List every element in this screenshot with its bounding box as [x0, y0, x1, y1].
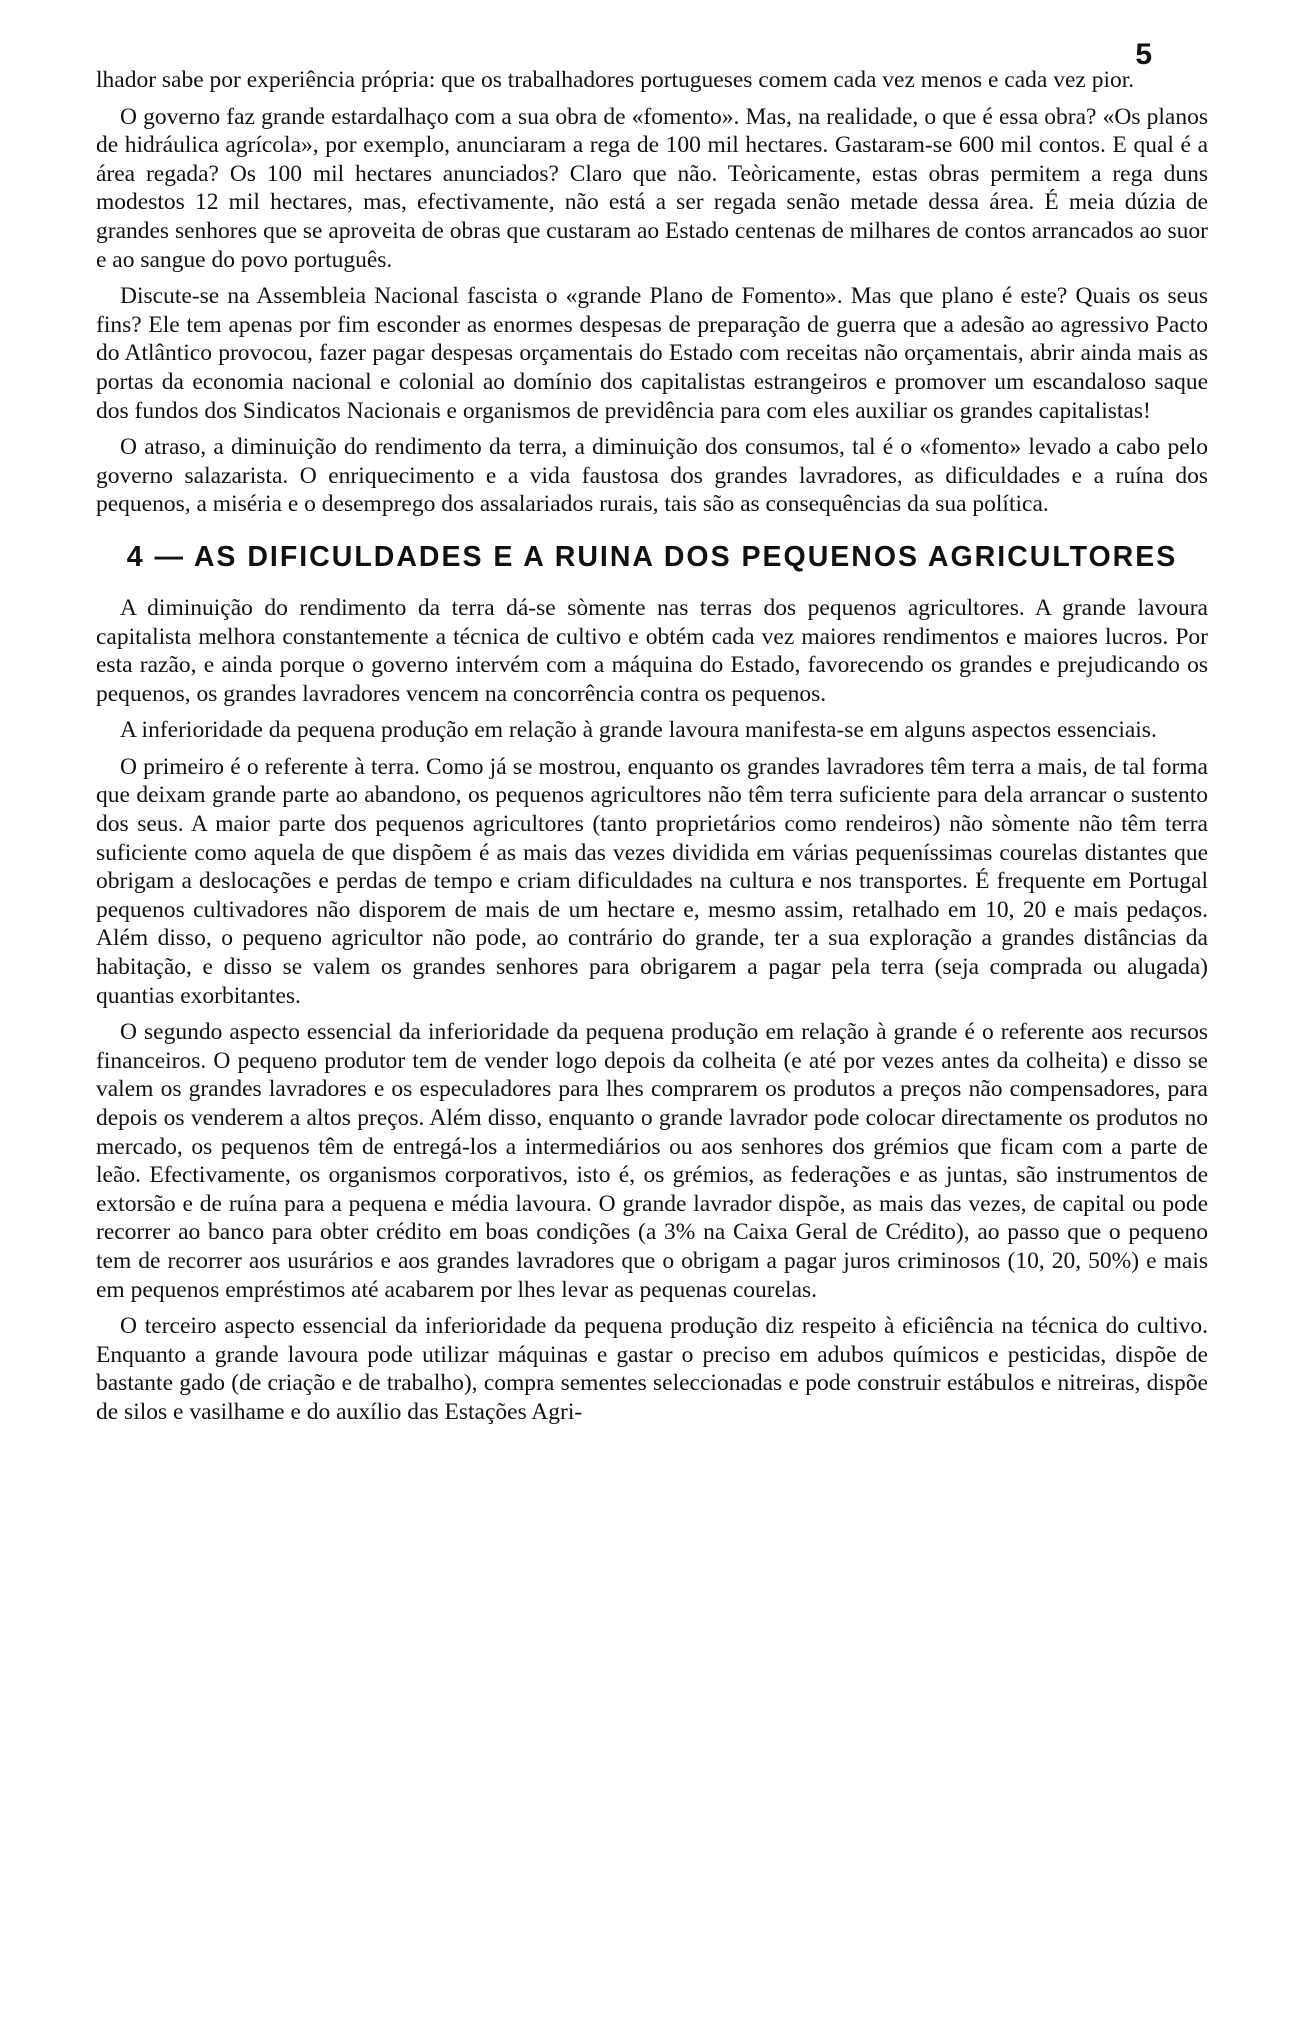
body-paragraph: O governo faz grande estardalhaço com a sua obra de «fomento». Mas, na realidade, o que é essa obra? «Os planos de hidráulica agrícola», por exemplo, anunciaram a rega de 100 mil hectares. Gastaram-se 600 mil contos. E qual é a área regada? Os 100 mil hectares anunciados? Claro que não. Teòricamente, estas obras permitem a rega duns modestos 12 mil hectares, mas, efectivamente, não está a ser regada senão metade dessa área. É meia dúzia de grandes senhores que se aproveita de obras que custaram ao Estado centenas de milhares de contos arrancados ao suor e ao sangue do povo português. [96, 103, 1208, 273]
body-paragraph: A inferioridade da pequena produção em relação à grande lavoura manifesta-se em alguns aspectos essenciais. [120, 717, 1157, 744]
page-number: 5 [1135, 38, 1152, 71]
body-paragraph: lhador sabe por experiência própria: que os trabalhadores portugueses comem cada vez menos e cada vez pior. [96, 67, 1135, 93]
body-paragraph: O atraso, a diminuição do rendimento da terra, a diminuição dos consumos, tal é o «fomento» levado a cabo pelo governo salazarista. O enriquecimento e a vida faustosa dos grandes lavradores, as dificuldades e a ruína dos pequenos, a miséria e o desemprego dos assalariados rurais, tais são as consequências da sua política. [96, 434, 1208, 518]
section-heading: 4 — AS DIFICULDADES E A RUINA DOS PEQUENOS AGRICULTORES [126, 540, 1178, 573]
body-paragraph: O segundo aspecto essencial da inferioridade da pequena produção em relação à grande é o referente aos recursos financeiros. O pequeno produtor tem de vender logo depois da colheita (e até por vezes antes da colheita) e disso se valem os grandes lavradores e os especuladores para lhes comprarem os produtos a preços não compensadores, para depois os venderem a altos preços. Além disso, enquanto o grande lavrador pode colocar directamente os produtos no mercado, os pequenos têm de entregá-los a intermediários ou aos senhores dos grémios que ficam com a parte de leão. Efectivamente, os organismos corporativos, isto é, os grémios, as federações e as juntas, são instrumentos de extorsão e de ruína para a pequena e média lavoura. O grande lavrador dispõe, as mais das vezes, de capital ou pode recorrer ao banco para obter crédito em boas condições (a 3% na Caixa Geral de Crédito), ao passo que o pequeno tem de recorrer aos usurários e aos grandes lavradores que o obrigam a pagar juros criminosos (10, 20, 50%) e mais em pequenos empréstimos até acabarem por lhes levar as pequenas courelas. [96, 1019, 1208, 1303]
body-paragraph: O terceiro aspecto essencial da inferioridade da pequena produção diz respeito à eficiência na técnica do cultivo. Enquanto a grande lavoura pode utilizar máquinas e gastar o preciso em adubos químicos e pesticidas, dispõe de bastante gado (de criação e de trabalho), compra sementes seleccionadas e pode construir estábulos e nitreiras, dispõe de silos e vasilhame e do auxílio das Estações Agri- [96, 1313, 1208, 1425]
body-paragraph: A diminuição do rendimento da terra dá-se sòmente nas terras dos pequenos agricultores. A grande lavoura capitalista melhora constantemente a técnica de cultivo e obtém cada vez maiores rendimentos e maiores lucros. Por esta razão, e ainda porque o governo intervém com a máquina do Estado, favorecendo os grandes e prejudicando os pequenos, os grandes lavradores vencem na concorrência contra os pequenos. [96, 594, 1208, 707]
body-paragraph: Discute-se na Assembleia Nacional fascista o «grande Plano de Fomento». Mas que plano é este? Quais os seus fins? Ele tem apenas por fim esconder as enormes despesas de preparação de guerra que a adesão ao agressivo Pacto do Atlântico provocou, fazer pagar despesas orçamentais do Estado com receitas não orçamentais, abrir ainda mais as portas da economia nacional e colonial ao domínio dos capitalistas estrangeiros e promover um escandaloso saque dos fundos dos Sindicatos Nacionais e organismos de previdência para com eles auxiliar os grandes capitalistas! [96, 283, 1208, 424]
body-paragraph: O primeiro é o referente à terra. Como já se mostrou, enquanto os grandes lavradores têm terra a mais, de tal forma que deixam grande parte ao abandono, os pequenos agricultores não têm terra suficiente para dela arrancar o sustento dos seus. A maior parte dos pequenos agricultores (tanto proprietários como rendeiros) não sòmente não têm terra suficiente como aquela de que dispõem é as mais das vezes dividida em várias pequeníssimas courelas distantes que obrigam a deslocações e perdas de tempo e criam dificuldades na cultura e nos transportes. É frequente em Portugal pequenos cultivadores não disporem de mais de um hectare e, mesmo assim, retalhado em 10, 20 e mais pedaços. Além disso, o pequeno agricultor não pode, ao contrário do grande, ter a sua exploração a grandes distâncias da habitação, e disso se valem os grandes senhores para obrigarem a pagar pela terra (seja comprada ou alugada) quantias exorbitantes. [96, 753, 1208, 1009]
